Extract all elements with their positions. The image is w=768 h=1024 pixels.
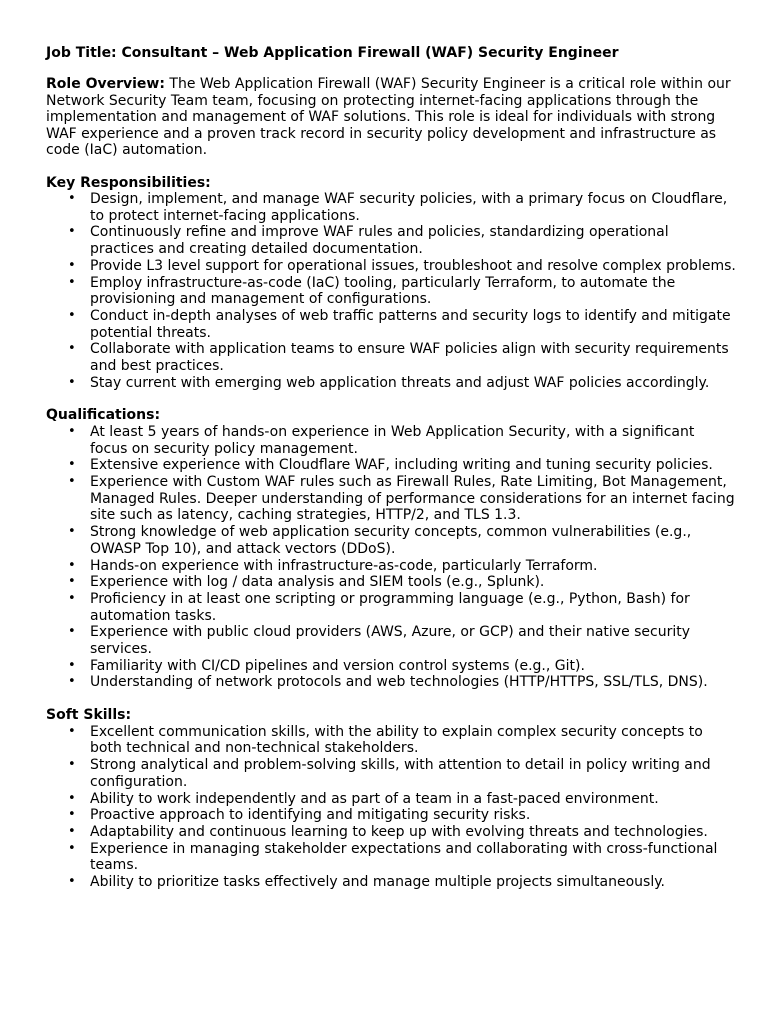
list-item xyxy=(46,591,736,624)
bullet-icon: • xyxy=(68,224,76,240)
list-item-text: Design, implement, and manage WAF security policies, with a primary focus on Cloudflare, to protect internet-facing applications. xyxy=(90,191,728,224)
list-item xyxy=(46,874,736,891)
list-item-text: Experience in managing stakeholder expectations and collaborating with cross-functional teams. xyxy=(90,840,718,874)
bullet-icon: • xyxy=(68,674,76,690)
list-item-text: Ability to prioritize tasks effectively and manage multiple projects simultaneously. xyxy=(90,874,665,891)
bullet-icon: • xyxy=(68,474,76,490)
bullet-icon: • xyxy=(68,457,76,473)
list-item-text: Hands-on experience with infrastructure-as-code, particularly Terraform. xyxy=(90,557,598,574)
list-item-text: Continuously refine and improve WAF rules and policies, standardizing operational practices and creating detailed documentation. xyxy=(90,224,669,258)
bullet-icon: • xyxy=(68,807,76,823)
list-item-text: Collaborate with application teams to ensure WAF policies align with security requirements and best practices. xyxy=(90,341,729,375)
bullet-icon: • xyxy=(68,823,76,839)
list-item xyxy=(46,724,736,757)
list-item-text: Provide L3 level support for operational issues, troubleshoot and resolve complex problems. xyxy=(90,257,736,274)
list-item xyxy=(46,658,736,675)
list-item-text: Understanding of network protocols and web technologies (HTTP/HTTPS, SSL/TLS, DNS). xyxy=(90,674,708,691)
list-item xyxy=(46,258,736,275)
list-item-text: Proactive approach to identifying and mitigating security risks. xyxy=(90,807,531,824)
list-item-text: Proficiency in at least one scripting or programming language (e.g., Python, Bash) for automation tasks. xyxy=(90,590,690,624)
bullet-icon: • xyxy=(68,657,76,673)
list-item xyxy=(46,824,736,841)
bullet-icon: • xyxy=(68,307,76,323)
bullet-icon: • xyxy=(68,557,76,573)
list-item-text: Strong knowledge of web application security concepts, common vulnerabilities (e.g., OWASP Top 10), and attack vectors (DDoS). xyxy=(90,524,692,557)
list-item xyxy=(46,574,736,591)
list-item-text: Excellent communication skills, with the ability to explain complex security concepts to both technical and non-technical stakeholders. xyxy=(90,723,703,757)
list-item xyxy=(46,275,736,308)
list-item xyxy=(46,674,736,691)
list-item-text: Familiarity with CI/CD pipelines and version control systems (e.g., Git). xyxy=(90,657,585,674)
bullet-icon: • xyxy=(68,274,76,290)
list-item xyxy=(46,558,736,575)
bullet-icon: • xyxy=(68,341,76,357)
list-item xyxy=(46,375,736,392)
list-item xyxy=(46,807,736,824)
role-overview-label: Role Overview: xyxy=(46,76,165,92)
list-item xyxy=(46,424,736,457)
document-page xyxy=(46,43,736,907)
bullet-icon: • xyxy=(68,723,76,739)
list-item xyxy=(46,457,736,474)
role-overview-text: The Web Application Firewall (WAF) Security Engineer is a critical role within our Network Security Team team, focusing on protecting internet-facing applications through the implementation and management of WAF solutions. This role is ideal for individuals with strong WAF experience and a proven track record in security policy development and infrastructure as code (IaC) automation. xyxy=(46,76,731,158)
list-item-text: Adaptability and continuous learning to keep up with evolving threats and technologies. xyxy=(90,823,708,840)
list-item-text: Ability to work independently and as part of a team in a fast-paced environment. xyxy=(90,790,659,807)
list-item-text: Conduct in-depth analyses of web traffic patterns and security logs to identify and mitigate potential threats. xyxy=(90,307,731,341)
soft-skills-heading: Soft Skills: xyxy=(46,707,132,724)
bullet-icon: • xyxy=(68,524,76,540)
list-item xyxy=(46,624,736,657)
bullet-icon: • xyxy=(68,257,76,273)
list-item-text: Experience with public cloud providers (AWS, Azure, or GCP) and their native security services. xyxy=(90,624,691,658)
bullet-icon: • xyxy=(68,840,76,856)
list-item xyxy=(46,308,736,341)
list-item-text: Employ infrastructure-as-code (IaC) tooling, particularly Terraform, to automate the provisioning and management of configurations. xyxy=(90,274,676,308)
list-item-text: Stay current with emerging web application threats and adjust WAF policies accordingly. xyxy=(90,374,710,391)
role-overview xyxy=(46,76,736,159)
responsibilities-list xyxy=(46,191,736,391)
bullet-icon: • xyxy=(68,874,76,890)
list-item xyxy=(46,791,736,808)
list-item xyxy=(46,341,736,374)
list-item xyxy=(46,524,736,557)
list-item xyxy=(46,224,736,257)
bullet-icon: • xyxy=(68,423,76,439)
bullet-icon: • xyxy=(68,790,76,806)
bullet-icon: • xyxy=(68,624,76,640)
list-item xyxy=(46,474,736,524)
list-item-text: Strong analytical and problem-solving skills, with attention to detail in policy writing and configuration. xyxy=(90,757,711,790)
bullet-icon: • xyxy=(68,590,76,606)
list-item-text: Experience with Custom WAF rules such as Firewall Rules, Rate Limiting, Bot Management, Managed Rules. Deeper understanding of performance considerations for an internet facing site such as latency, caching strategies, HTTP/2, and TLS 1.3. xyxy=(90,474,735,524)
list-item xyxy=(46,841,736,874)
qualifications-list xyxy=(46,424,736,691)
bullet-icon: • xyxy=(68,757,76,773)
list-item xyxy=(46,191,736,224)
list-item xyxy=(46,757,736,790)
list-item-text: At least 5 years of hands-on experience in Web Application Security, with a significant focus on security policy management. xyxy=(90,423,695,457)
qualifications-heading: Qualifications: xyxy=(46,407,161,424)
responsibilities-heading: Key Responsibilities: xyxy=(46,174,211,191)
list-item-text: Experience with log / data analysis and SIEM tools (e.g., Splunk). xyxy=(90,574,545,591)
bullet-icon: • xyxy=(68,574,76,590)
list-item-text: Extensive experience with Cloudflare WAF, including writing and tuning security policies. xyxy=(90,457,713,474)
bullet-icon: • xyxy=(68,374,76,390)
soft-skills-list xyxy=(46,724,736,891)
bullet-icon: • xyxy=(68,191,76,206)
job-title: Job Title: Consultant – Web Application Firewall (WAF) Security Engineer xyxy=(46,45,619,61)
